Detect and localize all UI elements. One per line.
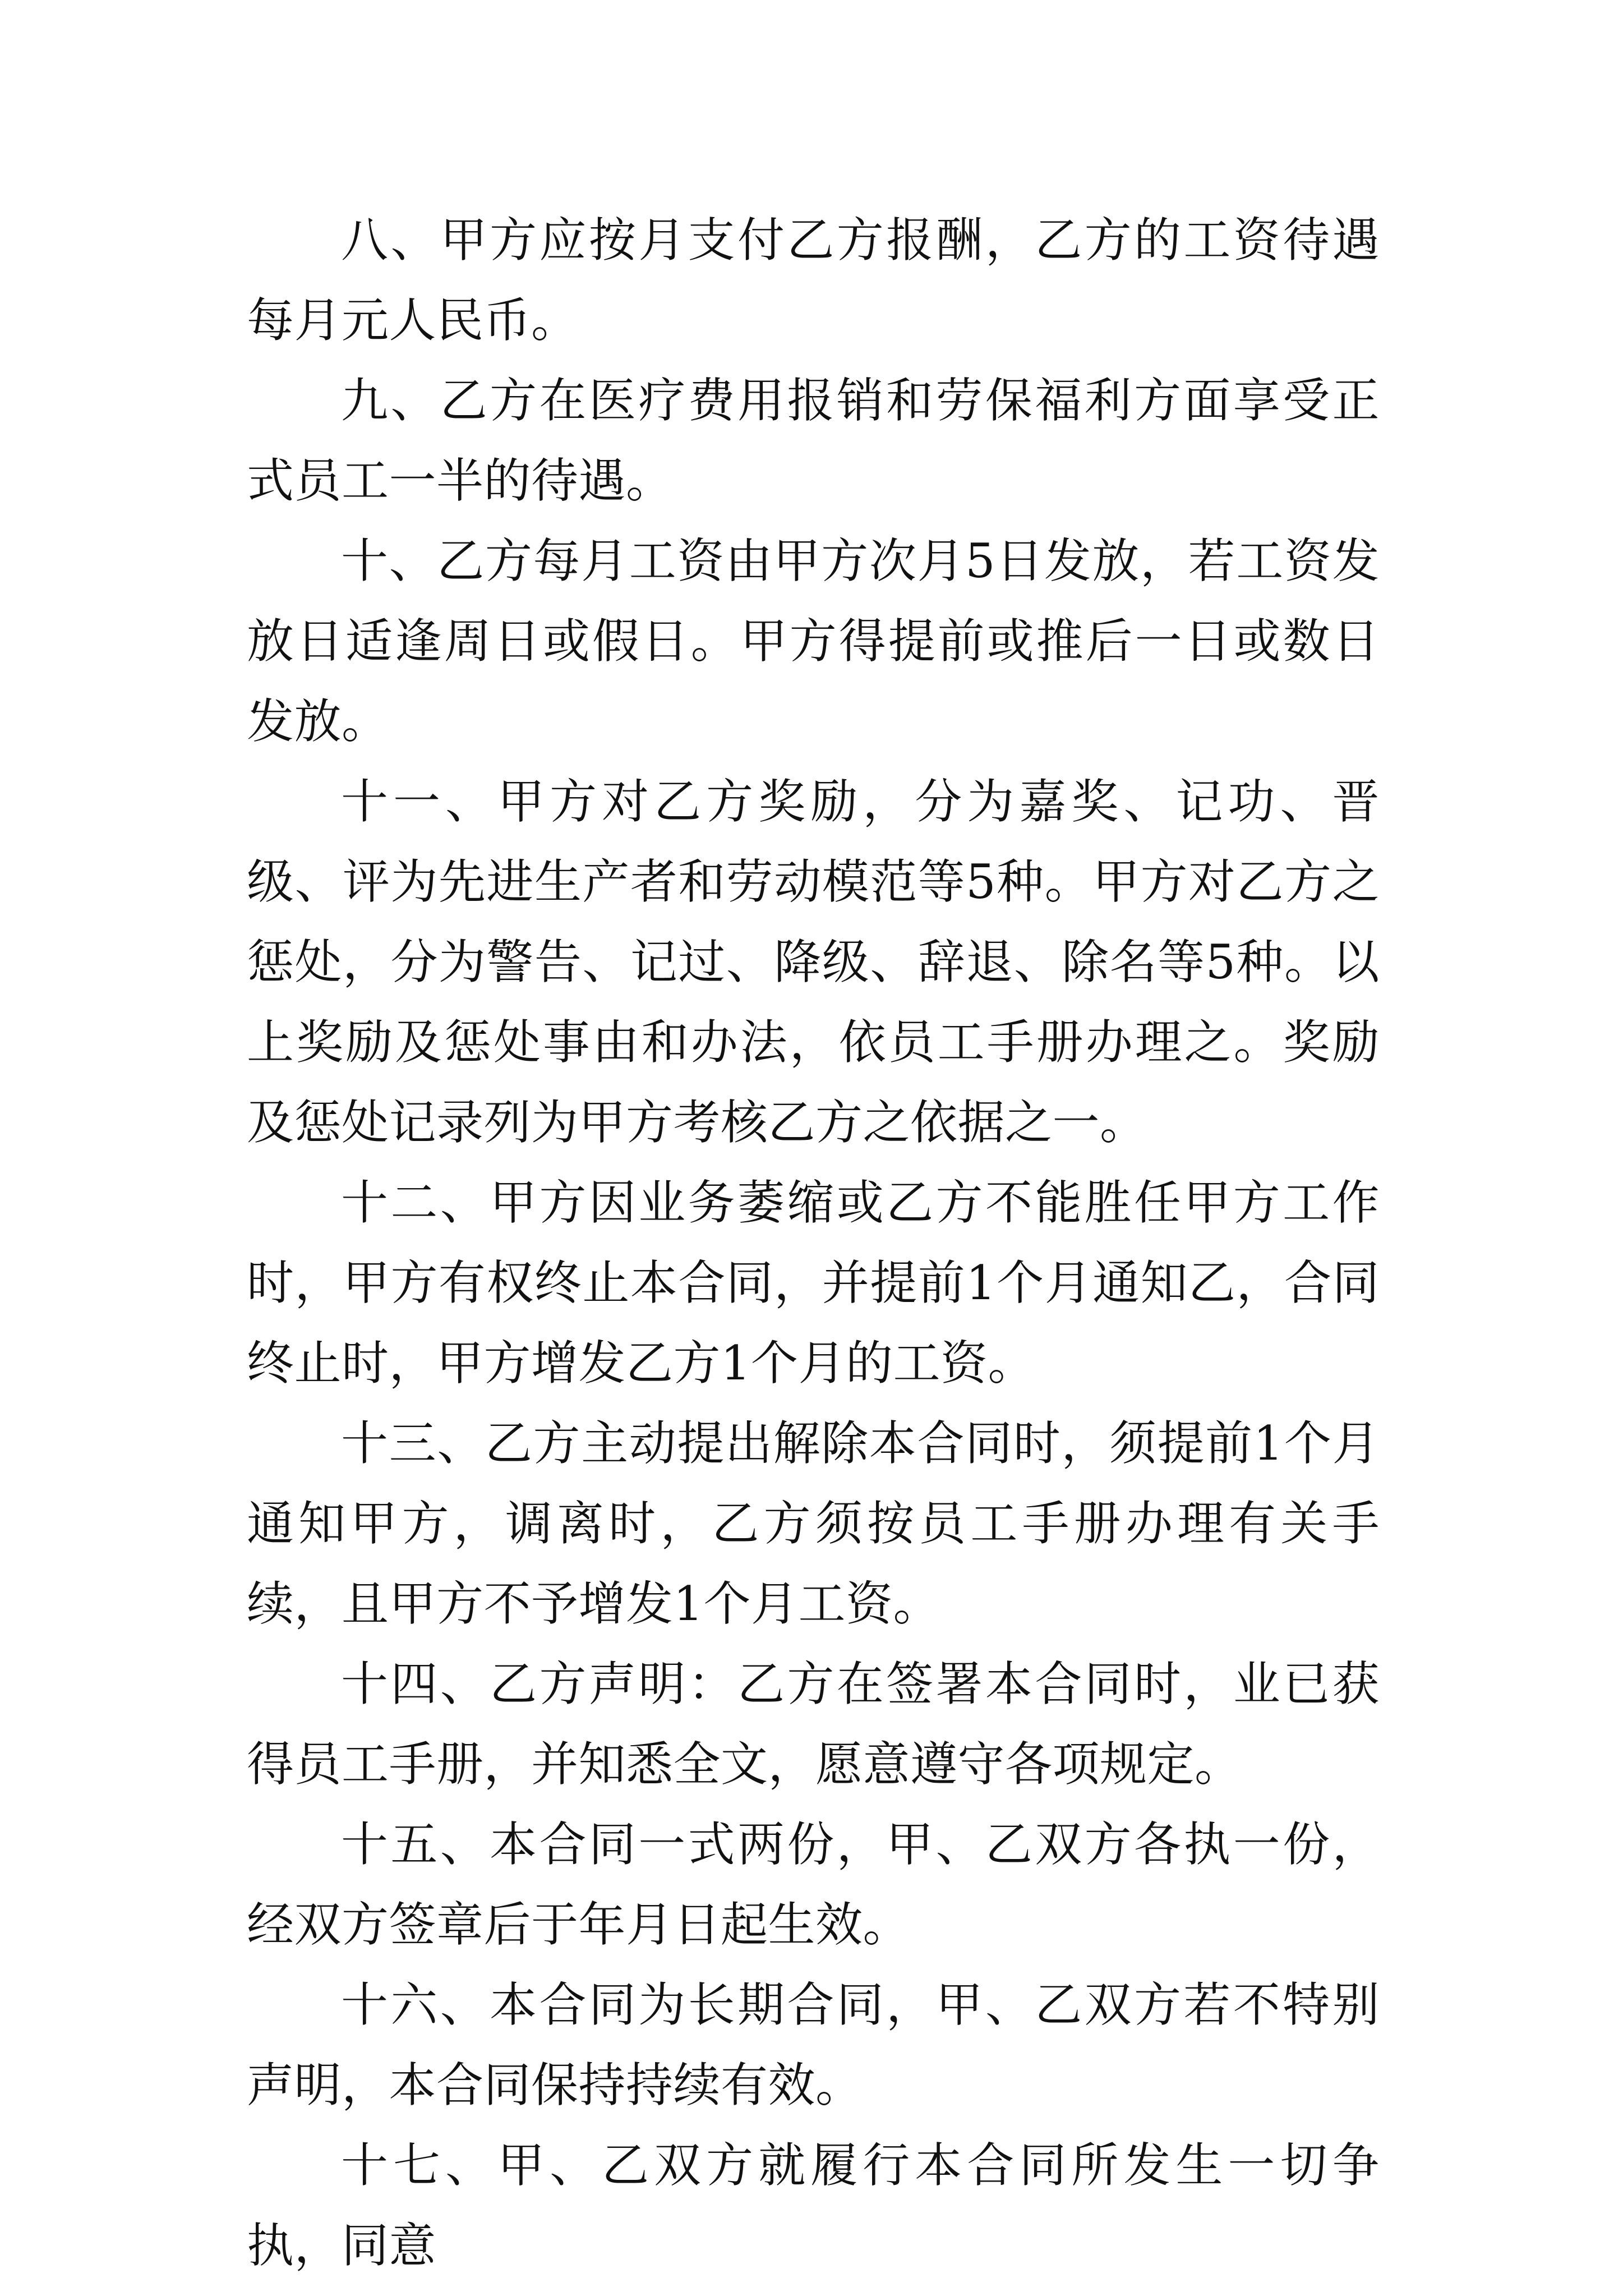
clause-11: 十一、甲方对乙方奖励，分为嘉奖、记功、晋级、评为先进生产者和劳动模范等5种。甲方对乙方之惩处，分为警告、记过、降级、辞退、除名等5种。以上奖励及惩处事由和办法，依员工手册办理之。奖励及惩处记录列为甲方考核乙方之依据之一。: [247, 774, 1380, 1150]
clause-15: 十五、本合同一式两份，甲、乙双方各执一份，经双方签章后于年月日起生效。: [247, 1817, 1380, 1952]
clause-13: 十三、乙方主动提出解除本合同时，须提前1个月通知甲方，调离时，乙方须按员工手册办理有关手续，且甲方不予增发1个月工资。: [247, 1416, 1380, 1631]
document-body: [247, 200, 1380, 2286]
clause-8: 八、甲方应按月支付乙方报酬，乙方的工资待遇每月元人民币。: [247, 213, 1380, 348]
clause-9: 九、乙方在医疗费用报销和劳保福利方面享受正式员工一半的待遇。: [247, 373, 1380, 508]
clause-10: 十、乙方每月工资由甲方次月5日发放，若工资发放日适逢周日或假日。甲方得提前或推后一日或数日发放。: [247, 533, 1380, 749]
clause-16: 十六、本合同为长期合同，甲、乙双方若不特别声明，本合同保持持续有效。: [247, 1977, 1380, 2113]
clause-17: 十七、甲、乙双方就履行本合同所发生一切争执，同意: [247, 2138, 1380, 2273]
clause-12: 十二、甲方因业务萎缩或乙方不能胜任甲方工作时，甲方有权终止本合同，并提前1个月通知乙，合同终止时，甲方增发乙方1个月的工资。: [247, 1175, 1380, 1391]
clause-14: 十四、乙方声明：乙方在签署本合同时，业已获得员工手册，并知悉全文，愿意遵守各项规定。: [247, 1657, 1380, 1792]
